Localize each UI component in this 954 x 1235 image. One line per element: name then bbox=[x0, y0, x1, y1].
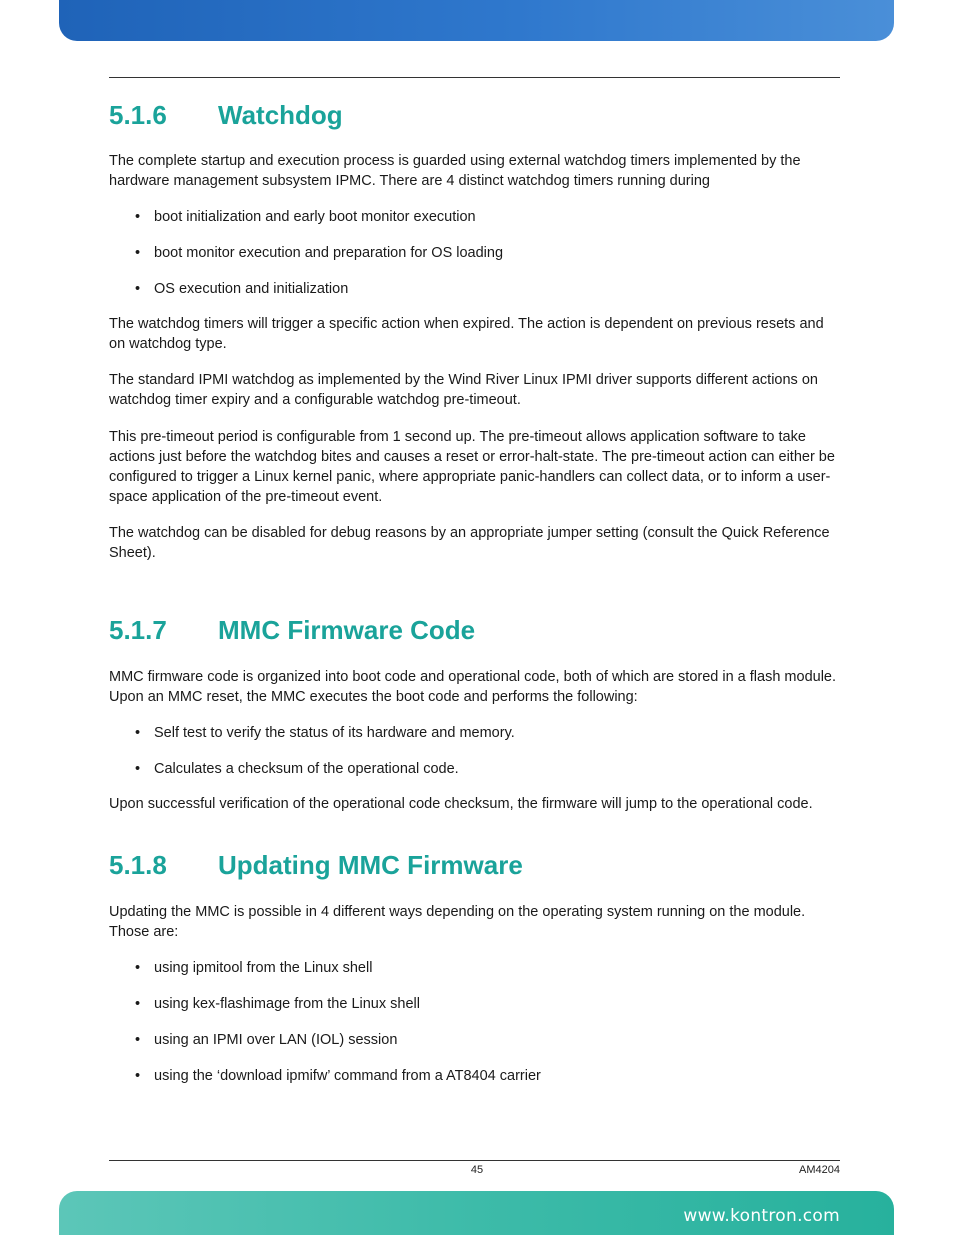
section-title: Watchdog bbox=[218, 100, 343, 130]
section-heading-mmc-firmware-code bbox=[109, 615, 475, 646]
footer-banner bbox=[59, 1191, 894, 1235]
list-item: • boot initialization and early boot monitor execution bbox=[109, 207, 840, 243]
website-link[interactable]: www.kontron.com bbox=[683, 1206, 840, 1226]
list-item: • using the ‘download ipmifw’ command from a AT8404 carrier bbox=[109, 1066, 840, 1102]
bullet-list bbox=[109, 958, 840, 1102]
paragraph: The watchdog timers will trigger a specific action when expired. The action is dependent on previous resets and on watchdog type. bbox=[109, 316, 824, 352]
section-title: Updating MMC Firmware bbox=[218, 850, 523, 880]
paragraph: This pre-timeout period is configurable from 1 second up. The pre-timeout allows application software to take actions just before the watchdog bites and causes a reset or error-halt-state. The pre-timeout action can either be configured to trigger a Linux kernel panic, where appropriate panic-handlers can collect data, or to inform a user-space application of the pre-timeout event. bbox=[109, 429, 835, 505]
list-item: • using an IPMI over LAN (IOL) session bbox=[109, 1030, 840, 1066]
paragraph: The watchdog can be disabled for debug reasons by an appropriate jumper setting (consult the Quick Reference Sheet). bbox=[109, 525, 830, 561]
header-rule bbox=[109, 77, 840, 78]
section-number: 5.1.8 bbox=[109, 850, 167, 880]
footer-rule bbox=[109, 1160, 840, 1161]
list-item: • Calculates a checksum of the operational code. bbox=[109, 759, 840, 795]
section-title: MMC Firmware Code bbox=[218, 615, 476, 645]
list-item: • using kex-flashimage from the Linux shell bbox=[109, 994, 840, 1030]
document-id: AM4204 bbox=[799, 1164, 840, 1176]
section-heading-watchdog bbox=[109, 100, 343, 131]
section-number: 5.1.7 bbox=[109, 615, 167, 645]
section-number: 5.1.6 bbox=[109, 100, 167, 130]
list-item: • using ipmitool from the Linux shell bbox=[109, 958, 840, 994]
list-item: • boot monitor execution and preparation for OS loading bbox=[109, 243, 840, 279]
list-item: • OS execution and initialization bbox=[109, 279, 840, 315]
bullet-list bbox=[109, 723, 840, 795]
paragraph: The complete startup and execution process is guarded using external watchdog timers implemented by the hardware management subsystem IPMC. There are 4 distinct watchdog timers running during bbox=[109, 153, 801, 189]
paragraph: The standard IPMI watchdog as implemented by the Wind River Linux IPMI driver supports different actions on watchdog timer expiry and a configurable watchdog pre-timeout. bbox=[109, 372, 818, 408]
section-heading-updating-mmc-firmware bbox=[109, 850, 523, 881]
header-banner bbox=[59, 0, 894, 41]
paragraph: MMC firmware code is organized into boot code and operational code, both of which are stored in a flash module. Upon an MMC reset, the MMC executes the boot code and performs the following: bbox=[109, 669, 837, 705]
list-item: • Self test to verify the status of its hardware and memory. bbox=[109, 723, 840, 759]
paragraph: Updating the MMC is possible in 4 different ways depending on the operating system running on the module. Those are: bbox=[109, 904, 806, 940]
bullet-list bbox=[109, 207, 840, 315]
page-number: 45 bbox=[470, 1164, 484, 1176]
paragraph: Upon successful verification of the operational code checksum, the firmware will jump to the operational code. bbox=[109, 796, 813, 812]
